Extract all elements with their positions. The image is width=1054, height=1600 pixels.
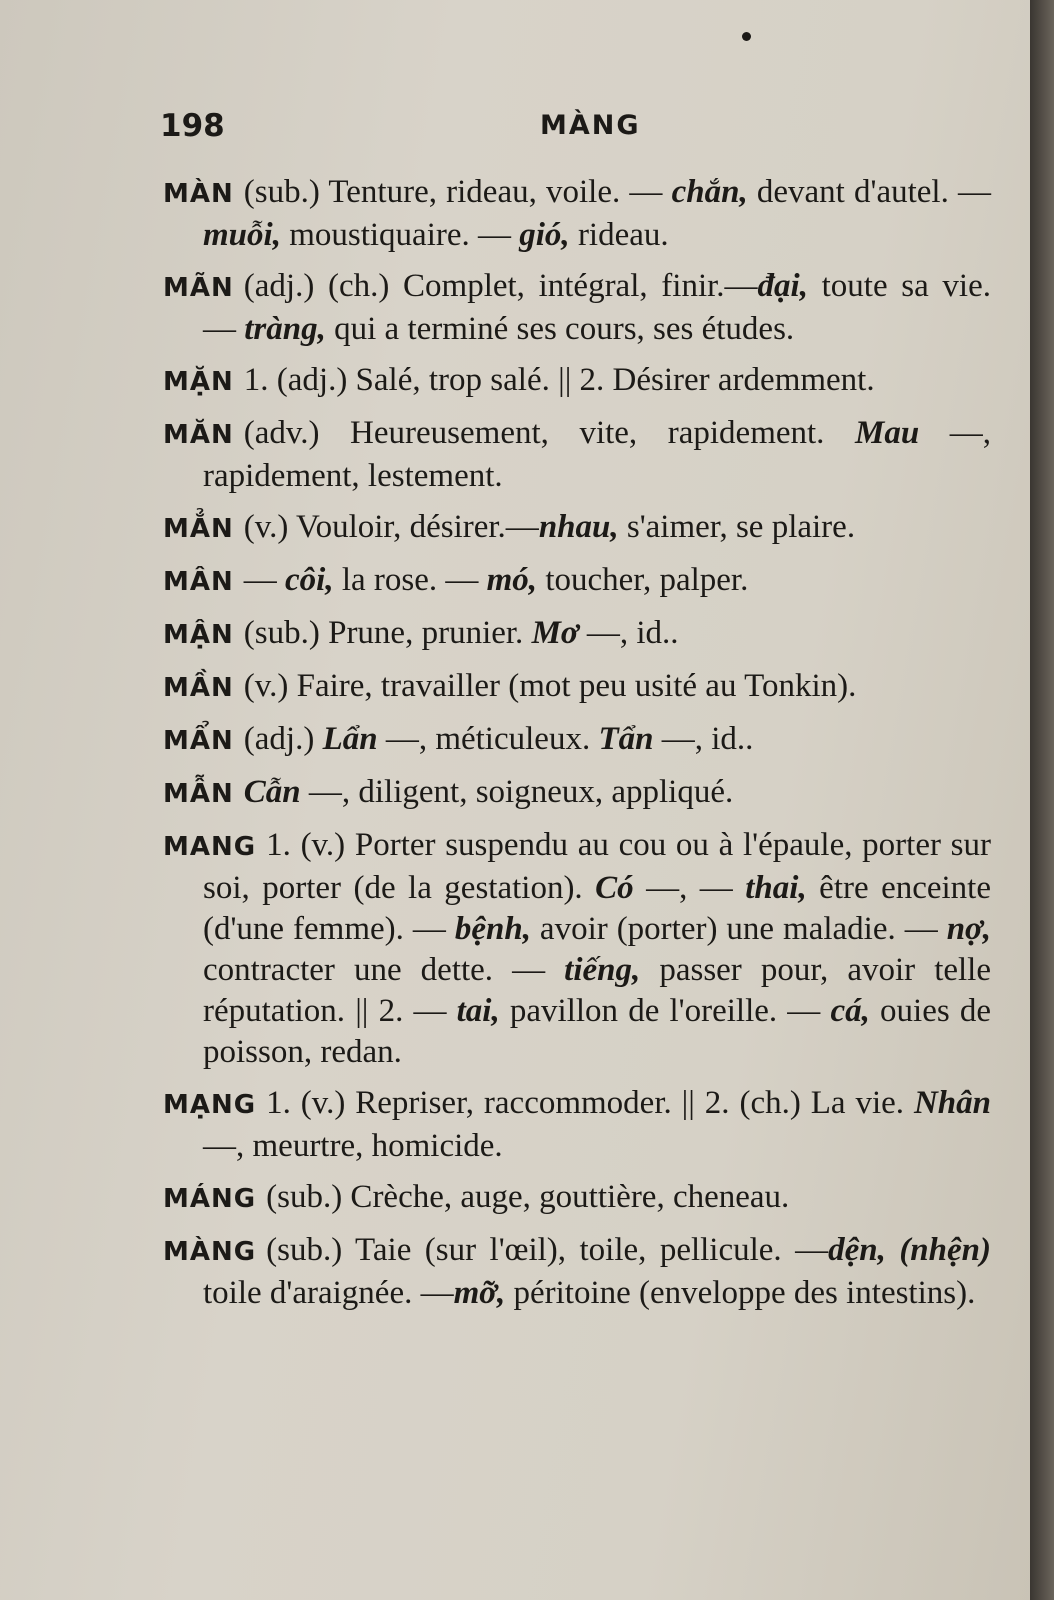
entry-text: s'aimer, se plaire. [618, 509, 856, 545]
entry-italic-term: tràng, [244, 311, 326, 347]
entry-italic-term: Tẩn [598, 721, 654, 757]
dictionary-entry [163, 1083, 991, 1167]
dictionary-entry [163, 413, 991, 497]
dictionary-entry [163, 360, 991, 403]
entry-italic-term: đại, [757, 268, 808, 304]
entry-text: (adj.) (ch.) Complet, intégral, finir.— [243, 268, 758, 304]
entry-text: (sub.) Tenture, rideau, voile. — [243, 174, 672, 210]
entry-italic-term: côi, [285, 562, 334, 598]
entry-italic-term: Mơ [531, 615, 579, 651]
entry-headword: MẦN [163, 673, 234, 703]
entry-text: (adv.) Heureusement, vite, rapidement. [243, 415, 855, 451]
entry-text: la rose. — [333, 562, 487, 598]
entry-text: (v.) Faire, travailler (mot peu usité au Tonkin). [243, 668, 857, 704]
entry-italic-term: bệnh, [454, 911, 531, 947]
dictionary-entry [163, 772, 991, 815]
book-spine-edge [1030, 0, 1054, 1600]
entry-text: —, id.. [578, 615, 679, 651]
entry-text: rideau. [569, 217, 669, 253]
ink-dot [742, 32, 751, 41]
dictionary-entry [163, 507, 991, 550]
entry-italic-term: cá, [830, 993, 870, 1029]
entry-italic-term: (nhện) [899, 1232, 991, 1268]
entry-text: pavillon de l'oreille. — [499, 993, 831, 1029]
dictionary-entry [163, 825, 991, 1073]
entry-text: ouies de poisson, redan. [203, 993, 991, 1070]
dictionary-entry [163, 172, 991, 256]
dictionary-entry [163, 613, 991, 656]
dictionary-entry [163, 719, 991, 762]
entry-text: —, id.. [653, 721, 754, 757]
entry-italic-term: Cẫn [243, 774, 301, 810]
entry-text: toile d'araignée. — [203, 1275, 454, 1311]
page-number: 198 [160, 108, 225, 144]
entry-headword: MẬN [163, 620, 234, 650]
entry-text [886, 1232, 899, 1268]
entry-italic-term: nhau, [538, 509, 619, 545]
entry-text: moustiquaire. — [280, 217, 520, 253]
entry-text: —, — [633, 870, 746, 906]
entry-text: devant d'autel. — [747, 174, 992, 210]
entry-italic-term: mó, [486, 562, 538, 598]
entry-text: —, meurtre, homicide. [203, 1128, 503, 1164]
entry-text: (sub.) Crèche, auge, gouttière, cheneau. [266, 1179, 790, 1215]
entry-text: passer pour, avoir telle réputation. || 2. — [203, 952, 991, 1029]
entry-headword: MẪN [163, 779, 234, 809]
entry-headword: MẲN [163, 514, 234, 544]
entry-text: —, diligent, soigneux, appliqué. [300, 774, 734, 810]
entry-headword: MÂN [163, 567, 234, 597]
entry-italic-term: mỡ, [453, 1275, 506, 1311]
entry-italic-term: dện, [828, 1232, 886, 1268]
entry-text: 1. (v.) Repriser, raccommoder. || 2. (ch.) La vie. [266, 1085, 914, 1121]
entry-headword: MĂN [163, 420, 234, 450]
running-head: MÀNG [540, 110, 641, 141]
entry-italic-term: Nhân [913, 1085, 991, 1121]
dictionary-entry [163, 1177, 991, 1220]
entry-text: avoir (porter) une maladie. — [530, 911, 947, 947]
entry-text: —, rapidement, lestement. [203, 415, 991, 494]
entry-headword: MÀNG [163, 1237, 257, 1267]
entry-text: —, méticuleux. [377, 721, 599, 757]
entry-italic-term: muỗi, [203, 217, 281, 253]
entry-headword: MÁNG [163, 1184, 257, 1214]
entry-italic-term: Có [595, 870, 634, 906]
entry-text: 1. (adj.) Salé, trop salé. || 2. Désirer ardemment. [243, 362, 875, 398]
entry-italic-term: thai, [745, 870, 807, 906]
entry-italic-term: chắn, [671, 174, 748, 210]
entry-text: être enceinte (d'une femme). — [203, 870, 991, 947]
entry-italic-term: tai, [456, 993, 500, 1029]
entry-italic-term: nợ, [946, 911, 991, 947]
dictionary-entry [163, 560, 991, 603]
entry-headword: MÃN [163, 273, 234, 303]
entry-italic-term: Mau [854, 415, 920, 451]
entry-text: contracter une dette. — [203, 952, 565, 988]
entry-italic-term: Lẩn [322, 721, 378, 757]
entry-headword: MẠNG [163, 1090, 257, 1120]
entry-text: (sub.) Taie (sur l'œil), toile, pellicule. — [266, 1232, 829, 1268]
entry-headword: MẨN [163, 726, 234, 756]
dictionary-entry [163, 266, 991, 350]
entry-text: (v.) Vouloir, désirer.— [243, 509, 539, 545]
entry-text: toucher, palper. [537, 562, 749, 598]
entry-text: 1. (v.) Porter suspendu au cou ou à l'épaule, porter sur soi, porter (de la gestation). [203, 827, 991, 906]
entry-headword: MANG [163, 832, 257, 862]
entry-text: péritoine (enveloppe des intestins). [505, 1275, 976, 1311]
entry-headword: MÀN [163, 179, 234, 209]
dictionary-entry [163, 666, 991, 709]
page-header [160, 108, 990, 152]
entry-text: qui a terminé ses cours, ses études. [325, 311, 795, 347]
entry-headword: MẶN [163, 367, 234, 397]
entry-text: (adj.) [243, 721, 323, 757]
entry-text: — [243, 562, 286, 598]
entry-text: (sub.) Prune, prunier. [243, 615, 532, 651]
dictionary-entry [163, 1230, 991, 1314]
entry-text: toute sa vie. — [203, 268, 991, 347]
entry-italic-term: tiếng, [564, 952, 641, 988]
dictionary-entries [163, 172, 991, 1324]
entry-italic-term: gió, [519, 217, 570, 253]
